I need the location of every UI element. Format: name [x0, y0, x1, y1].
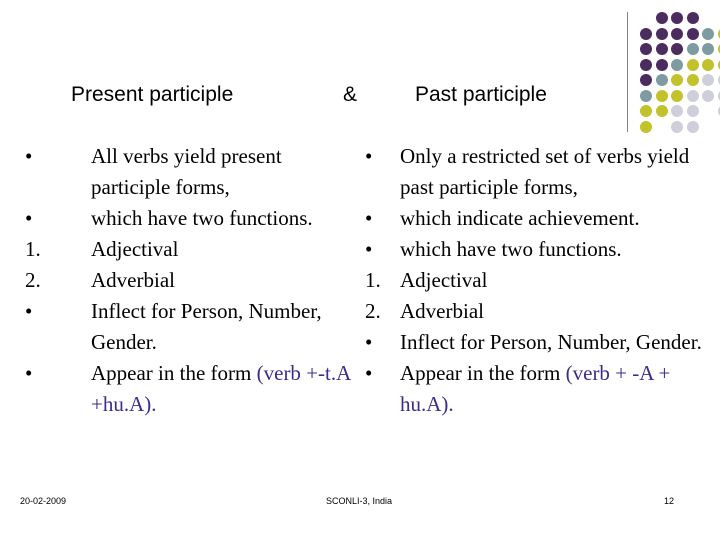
decorative-dot: [687, 12, 699, 24]
footer-page-number: 12: [664, 496, 675, 506]
footer-date: 20-02-2009: [20, 496, 67, 506]
decorative-dot: [687, 74, 699, 86]
decorative-dot: [640, 74, 652, 86]
present-participle-heading: Present participle: [71, 83, 234, 106]
list-item: [365, 358, 710, 420]
bullet-marker: •: [25, 361, 33, 385]
list-item: [365, 265, 710, 296]
decorative-dot: [671, 90, 683, 102]
list-item-text: All verbs yield present participle forms,: [91, 144, 282, 199]
decorative-dot: [687, 90, 699, 102]
list-item: [365, 327, 710, 358]
number-marker: 2.: [25, 268, 41, 292]
decorative-dot: [656, 105, 668, 117]
decorative-dot: [702, 74, 714, 86]
list-item: [365, 141, 710, 203]
decorative-dot: [687, 43, 699, 55]
number-marker: 2.: [365, 299, 381, 323]
present-participle-list: [20, 141, 360, 420]
decorative-dot: [687, 28, 699, 40]
decorative-dot: [656, 12, 668, 24]
decorative-dot: [671, 105, 683, 117]
decorative-dot: [671, 74, 683, 86]
list-item: [365, 203, 710, 234]
decorative-dot: [702, 59, 714, 71]
footer-conference: SCONLI-3, India: [326, 496, 393, 506]
bullet-marker: •: [365, 330, 373, 354]
decorative-dot: [640, 43, 652, 55]
decorative-dot: [640, 121, 652, 133]
list-item-text: Inflect for Person, Number, Gender.: [400, 330, 702, 354]
list-item-text: Only a restricted set of verbs yield past participle forms,: [400, 144, 690, 199]
list-item-text: which have two functions.: [91, 206, 313, 230]
decorative-dot: [671, 121, 683, 133]
decorative-dot: [656, 28, 668, 40]
bullet-marker: •: [25, 299, 33, 323]
list-item: [20, 296, 360, 358]
list-item: [20, 203, 360, 234]
decorative-dot: [640, 105, 652, 117]
decorative-dot: [702, 28, 714, 40]
decorative-dot: [640, 28, 652, 40]
decorative-dot: [656, 43, 668, 55]
decorative-dot: [671, 59, 683, 71]
decorative-dot: [640, 90, 652, 102]
list-item-text: Appear in the form: [91, 361, 257, 385]
list-item-text: Inflect for Person, Number, Gender.: [91, 299, 322, 354]
list-item: [20, 265, 360, 296]
past-participle-list: [365, 141, 710, 420]
bullet-marker: •: [365, 144, 373, 168]
ampersand-heading: &: [343, 83, 358, 106]
bullet-marker: •: [365, 237, 373, 261]
list-item: [20, 234, 360, 265]
decorative-dot: [640, 59, 652, 71]
decorative-dot: [687, 59, 699, 71]
decorative-dot: [671, 12, 683, 24]
decorative-dot: [656, 74, 668, 86]
bullet-marker: •: [365, 206, 373, 230]
past-participle-heading: Past participle: [415, 83, 547, 106]
bullet-marker: •: [365, 361, 373, 385]
list-item: [365, 234, 710, 265]
list-item-text: Adverbial: [400, 299, 484, 323]
form-formula-text: (verb + -A + hu.A).: [400, 361, 671, 416]
decorative-dot: [671, 28, 683, 40]
bullet-marker: •: [25, 206, 33, 230]
list-item-text: which indicate achievement.: [400, 206, 640, 230]
list-item: [20, 358, 360, 420]
decorative-dot: [702, 43, 714, 55]
list-item-text: which have two functions.: [400, 237, 622, 261]
bullet-marker: •: [25, 144, 33, 168]
list-item-text: Adjectival: [91, 237, 179, 261]
form-formula-text: (verb +-t.A +hu.A).: [91, 361, 351, 416]
list-item-text: Adverbial: [91, 268, 175, 292]
list-item-text: Appear in the form: [400, 361, 566, 385]
list-item: [20, 141, 360, 203]
decorative-dot: [687, 121, 699, 133]
number-marker: 1.: [365, 268, 381, 292]
decorative-divider-line: [627, 12, 628, 132]
decorative-dot: [671, 43, 683, 55]
list-item-text: Adjectival: [400, 268, 488, 292]
list-item: [365, 296, 710, 327]
decorative-dot: [687, 105, 699, 117]
decorative-dot: [656, 90, 668, 102]
number-marker: 1.: [25, 237, 41, 261]
decorative-dot: [656, 59, 668, 71]
decorative-dot: [702, 90, 714, 102]
